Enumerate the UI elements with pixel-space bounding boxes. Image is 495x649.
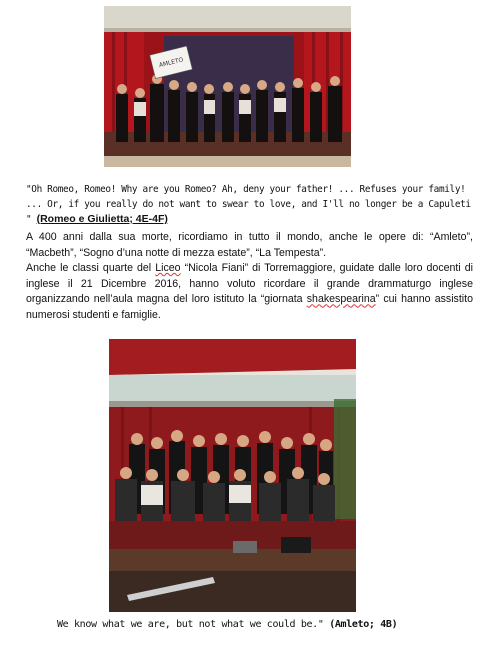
spellcheck-word: Liceo xyxy=(155,262,181,275)
group-photo-bottom xyxy=(109,339,356,612)
quote-text: We know what we are, but not what we could be." xyxy=(57,619,324,630)
quote-text: "Oh Romeo, Romeo! Why are you Romeo? Ah, deny your father! ... Refuses your family! ... Or, if you really do not want to swear to love, and I'll no longer be a Capuleti " xyxy=(26,184,471,225)
paragraph-anniversary: A 400 anni dalla sua morte, ricordiamo in tutto il mondo, anche le opere di: “Amleto”, “Macbeth”, “Sogno d’una notte di mezza estate”, “La Tempesta”. xyxy=(26,231,473,259)
quote-citation: (Romeo e Giulietta; 4E-4F) xyxy=(36,213,168,225)
sign-label-top: AMLETO xyxy=(158,56,185,70)
spellcheck-word: shakespearina xyxy=(306,293,376,306)
quote-citation: (Amleto; 4B) xyxy=(329,619,398,630)
quote-romeo-juliet xyxy=(26,182,474,227)
quote-hamlet xyxy=(57,617,477,632)
paragraph-event: Anche le classi quarte del Liceo “Nicola Fiani” di Torremaggiore, guidate dalle loro docenti di inglese il 21 Dicembre 2016, hanno voluto ricordare il grande drammaturgo inglese organizzando nell’aula magna del loro istituto la “giornata shakespearina” cui hanno assistito numerosi studenti e famiglie. xyxy=(26,262,473,321)
article-body xyxy=(26,230,473,324)
stage-photo-top xyxy=(104,6,351,167)
